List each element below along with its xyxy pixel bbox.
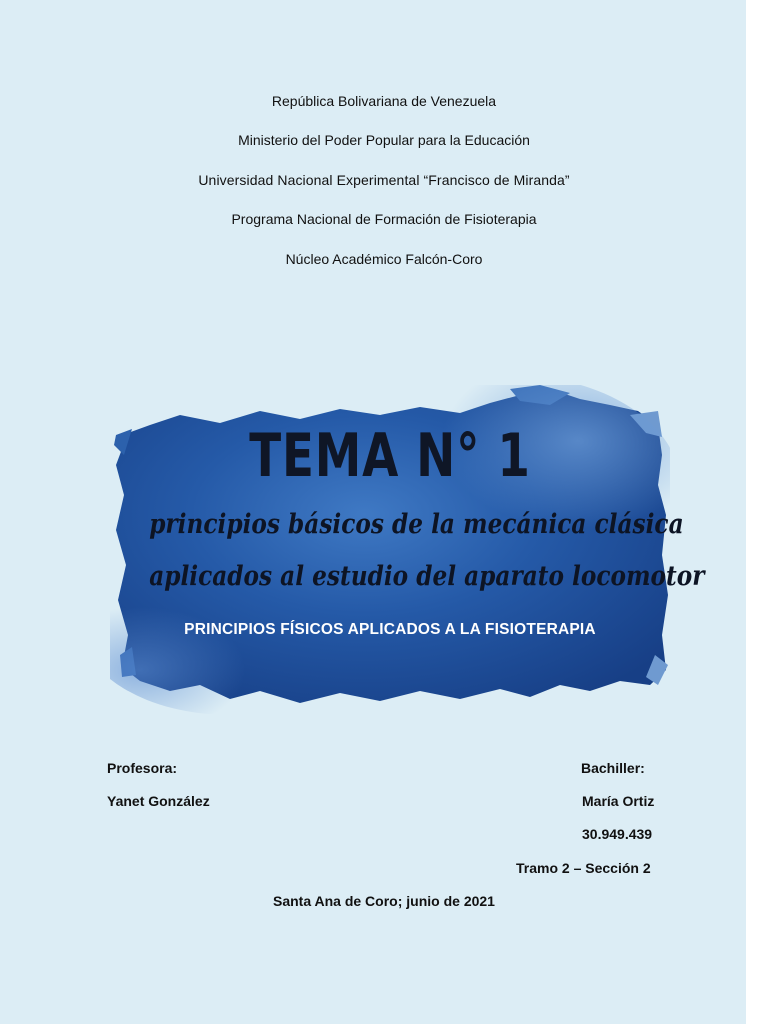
professor-name: Yanet González (107, 793, 210, 809)
course-subtitle: PRINCIPIOS FÍSICOS APLICADOS A LA FISIOTERAPIA (184, 621, 596, 638)
place-and-date: Santa Ana de Coro; junio de 2021 (273, 893, 495, 909)
topic-script-line-1: principios básicos de la mecánica clásica (149, 509, 684, 540)
professor-label: Profesora: (107, 760, 178, 776)
header-ministry: Ministerio del Poder Popular para la Educación (238, 132, 530, 148)
student-section: Tramo 2 – Sección 2 (516, 860, 651, 876)
student-label: Bachiller: (581, 760, 645, 776)
student-name: María Ortiz (582, 793, 655, 809)
topic-number-title: TEMA N° 1 (249, 421, 531, 491)
student-id: 30.949.439 (582, 826, 653, 842)
topic-script-line-2: aplicados al estudio del aparato locomotor (149, 561, 705, 592)
header-nucleus: Núcleo Académico Falcón-Coro (285, 251, 483, 267)
page-margin (746, 0, 768, 1024)
header-program: Programa Nacional de Formación de Fisioterapia (231, 211, 537, 227)
title-banner (110, 385, 705, 715)
header-republic: República Bolivariana de Venezuela (271, 93, 497, 109)
header-university: Universidad Nacional Experimental “Francisco de Miranda” (198, 172, 570, 188)
